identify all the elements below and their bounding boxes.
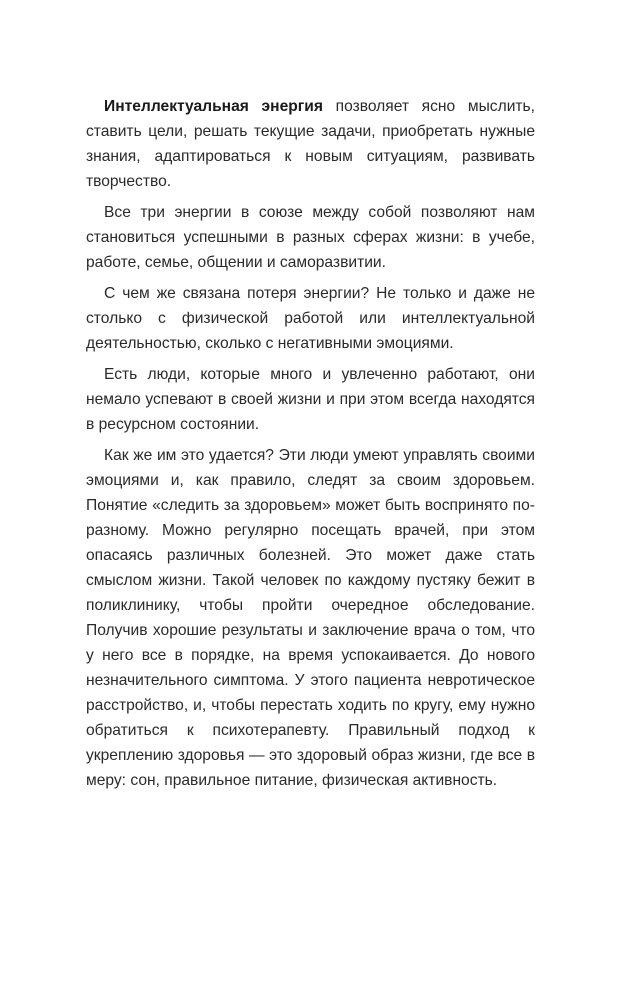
paragraph-health-care: Как же им это удается? Эти люди умеют управлять своими эмоциями и, как правило, следят за своим здоровьем. Понятие «следить за здоровьем» может быть воспринято по-разному. Можно регулярно посещать врачей, при этом опасаясь различных болезней. Это может даже стать смыслом жизни. Такой человек по каждому пустяку бежит в поликлинику, чтобы пройти очередное обследование. Получив хорошие результаты и заключение врача о том, что у него все в порядке, на время успокаивается. До нового незначительного симптома. У этого пациента невротическое расстройство, и, чтобы перестать ходить по кругу, ему нужно обратиться к психотерапевту. Правильный подход к укреплению здоровья — это здоровый образ жизни, где все в меру: сон, правильное питание, физическая активность. bbox=[86, 447, 535, 789]
paragraph-energy-loss: С чем же связана потеря энергии? Не только и даже не столько с физической работой или интеллектуальной деятельностью, сколько с негативными эмоциями. bbox=[86, 285, 535, 352]
term-intellectual-energy: Интеллектуальная энергия bbox=[104, 98, 323, 115]
paragraph-three-energies: Все три энергии в союзе между собой позволяют нам становиться успешными в разных сферах жизни: в учебе, работе, семье, общении и саморазвитии. bbox=[86, 204, 535, 271]
paragraph-resource-state: Есть люди, которые много и увлеченно работают, они немало успевают в своей жизни и при этом всегда находятся в ресурсном состоянии. bbox=[86, 366, 535, 433]
paragraph-text: позволяет ясно мыслить, ставить цели, решать текущие задачи, приобретать нужные знания, адаптироваться к новым ситуациям, развивать творчество. bbox=[86, 98, 535, 190]
body-text bbox=[86, 94, 535, 799]
paragraph-intellectual-energy bbox=[86, 94, 535, 194]
